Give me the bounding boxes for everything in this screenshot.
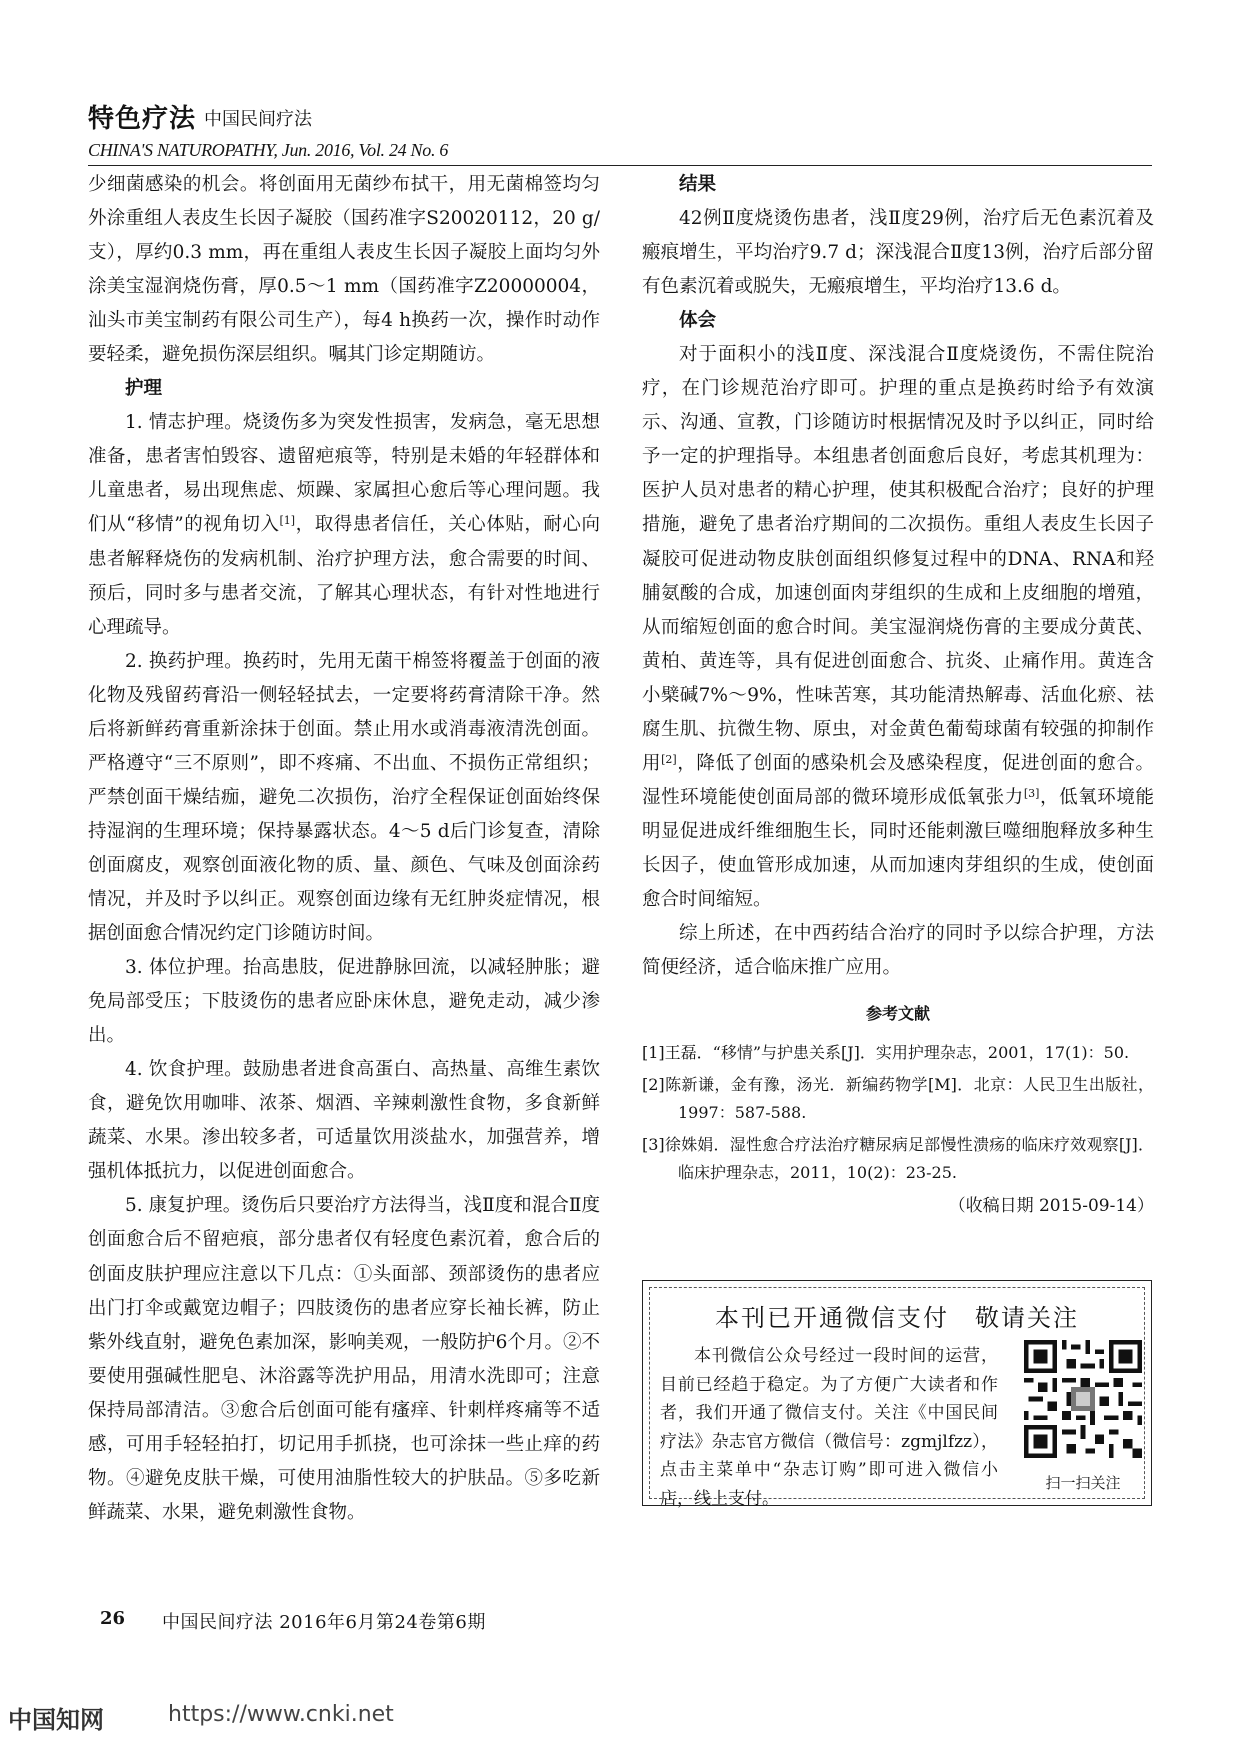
text-segment: ，取得患者信任，关心体贴，耐心向患者解释烧伤的发病机制、治疗护理方法，愈合需要的时间、预后，同时多与患者交流，了解其心理状态，有针对性地进行心理疏导。 — [88, 514, 600, 638]
journal-citation-line: CHINA'S NATUROPATHY, Jun. 2016, Vol. 24 No. 6 — [88, 140, 449, 160]
wechat-notice-box — [642, 1280, 1152, 1509]
nursing-heading: 护理 — [125, 378, 163, 400]
left-column — [88, 168, 600, 1530]
cnki-watermark-name: 中国知网 — [8, 1706, 104, 1734]
journal-title: 特色疗法 — [88, 104, 197, 134]
experience-paragraph — [642, 338, 1154, 917]
citation-ref-1[interactable]: [1] — [279, 514, 296, 528]
cnki-watermark-url[interactable]: https://www.cnki.net — [168, 1702, 394, 1727]
header-rule — [88, 165, 1152, 166]
treatment-paragraph: 少细菌感染的机会。将创面用无菌纱布拭干，用无菌棉签均匀外涂重组人表皮生长因子凝胶（国药准字S20020112，20 g/支），厚约0.3 mm，再在重组人表皮生长因子凝胶上面均匀外涂美宝湿润烧伤膏，厚0.5～1 mm（国药准字Z20000004，汕头市美宝制药有限公司生产），每4 h换药一次，操作时动作要轻柔，避免损伤深层组织。嘱其门诊定期随访。 — [88, 174, 600, 366]
citation-ref-3[interactable]: [3] — [1023, 786, 1040, 800]
notice-text: 本刊微信公众号经过一段时间的运营，目前已经趋于稳定。为了方便广大读者和作者，我们开通了微信支付。关注《中国民间疗法》杂志官方微信（微信号：zgmjlfzz），点击主菜单中“杂志订购”即可进入微信小店，线上支付。 — [660, 1346, 998, 1509]
text-segment: ，降低了创面的感染机会及感染程度，促进创面的愈合。湿性环境能使创面局部的微环境形成低氧张力 — [642, 752, 1154, 808]
dressing-nursing-paragraph: 2. 换药护理。换药时，先用无菌干棉签将覆盖于创面的液化物及残留药膏沿一侧轻轻拭去，一定要将药膏清除干净。然后将新鲜药膏重新涂抹于创面。禁止用水或消毒液清洗创面。严格遵守“三不原则”，即不疼痛、不出血、不损伤正常组织；严禁创面干燥结痂，避免二次损伤，治疗全程保证创面始终保持湿润的生理环境；保持暴露状态。4～5 d后门诊复查，清除创面腐皮，观察创面液化物的质、量、颜色、气味及创面涂药情况，并及时予以纠正。观察创面边缘有无红肿炎症情况，根据创面愈合情况约定门诊随访时间。 — [88, 650, 600, 945]
references-heading: 参考文献 — [865, 1004, 930, 1024]
journal-subtitle: 中国民间疗法 — [204, 109, 312, 130]
emotional-nursing-paragraph — [88, 406, 600, 644]
received-date: （收稿日期 2015-09-14） — [948, 1196, 1154, 1217]
text-segment: 对于面积小的浅Ⅱ度、深浅混合Ⅱ度烧烫伤，不需住院治疗，在门诊规范治疗即可。护理的重点是换药时给予有效演示、沟通、宣教，门诊随访时根据情况及时予以纠正，同时给予一定的护理指导。本组患者创面愈后良好，考虑其机理为：医护人员对患者的精心护理，使其积极配合治疗；良好的护理措施，避免了患者治疗期间的二次损伤。重组人表皮生长因子凝胶可促进动物皮肤创面组织修复过程中的DNA、RNA和羟脯氨酸的合成，加速创面肉芽组织的生成和上皮细胞的增殖，从而缩短创面的愈合时间。美宝湿润烧伤膏的主要成分黄芪、黄柏、黄连等，具有促进创面愈合、抗炎、止痛作用。黄连含小檗碱7%～9%，性味苦寒，其功能清热解毒、活血化瘀、祛腐生肌、抗微生物、原虫，对金黄色葡萄球菌有较强的抑制作用 — [642, 344, 1154, 774]
qr-caption: 扫一扫关注 — [1045, 1474, 1121, 1492]
qr-code-icon[interactable] — [1024, 1340, 1142, 1458]
reference-item: [1]王磊．“移情”与护患关系[J]．实用护理杂志，2001，17(1)：50. — [642, 1043, 1130, 1063]
notice-inner-border — [649, 1287, 1145, 1509]
text-segment: ，低氧环境能明显促进成纤维细胞生长，同时还能刺激巨噬细胞释放多种生长因子，使血管形成加速，从而加速肉芽组织的生成，使创面愈合时间缩短。 — [642, 786, 1154, 910]
results-paragraph: 42例Ⅱ度烧烫伤患者，浅Ⅱ度29例，治疗后无色素沉着及瘢痕增生，平均治疗9.7 d；深浅混合Ⅱ度13例，治疗后部分留有色素沉着或脱失，无瘢痕增生，平均治疗13.6 d。 — [642, 208, 1154, 298]
page-number: 26 — [100, 1608, 126, 1629]
right-column — [642, 168, 1154, 1221]
rehab-nursing-paragraph: 5. 康复护理。烫伤后只要治疗方法得当，浅Ⅱ度和混合Ⅱ度创面愈合后不留疤痕，部分患者仅有轻度色素沉着，愈合后的创面皮肤护理应注意以下几点：①头面部、颈部烫伤的患者应出门打伞或戴宽边帽子；四肢烫伤的患者应穿长袖长裤，防止紫外线直射，避免色素加深，影响美观，一般防护6个月。②不要使用强碱性肥皂、沐浴露等洗护用品，用清水洗即可；注意保持局部清洁。③愈合后创面可能有瘙痒、针刺样疼痛等不适感，可用手轻轻拍打，切记用手抓挠，也可涂抹一些止痒的药物。④避免皮肤干燥，可使用油脂性较大的护肤品。⑤多吃新鲜蔬菜、水果，避免刺激性食物。 — [88, 1195, 600, 1523]
diet-nursing-paragraph: 4. 饮食护理。鼓励患者进食高蛋白、高热量、高维生素饮食，避免饮用咖啡、浓茶、烟酒、辛辣刺激性食物，多食新鲜蔬菜、水果。渗出较多者，可适量饮用淡盐水，加强营养，增强机体抵抗力，以促进创面愈合。 — [88, 1059, 600, 1183]
footer-journal-line: 中国民间疗法 2016年6月第24卷第6期 — [162, 1612, 486, 1633]
results-heading: 结果 — [679, 174, 717, 195]
position-nursing-paragraph: 3. 体位护理。抬高患肢，促进静脉回流，以减轻肿胀；避免局部受压；下肢烫伤的患者应卧床休息，避免走动，减少渗出。 — [88, 957, 600, 1047]
conclusion-paragraph: 综上所述，在中西药结合治疗的同时予以综合护理，方法简便经济，适合临床推广应用。 — [642, 923, 1154, 979]
text-segment: 1. 情志护理。烧烫伤多为突发性损害，发病急，毫无思想准备，患者害怕毁容、遗留疤痕等，特别是未婚的年轻群体和儿童患者，易出现焦虑、烦躁、家属担心愈后等心理问题。我们从“移情”的视角切入 — [88, 412, 600, 536]
experience-heading: 体会 — [679, 310, 717, 332]
citation-ref-2[interactable]: [2] — [661, 752, 677, 766]
reference-item: [3]徐姝娟．湿性愈合疗法治疗糖尿病足部慢性溃疡的临床疗效观察[J]．临床护理杂志，2011，10(2)：23-25. — [642, 1135, 1154, 1183]
notice-body — [660, 1342, 998, 1513]
notice-title: 本刊已开通微信支付 敬请关注 — [715, 1304, 1079, 1332]
reference-item: [2]陈新谦，金有豫，汤光．新编药物学[M]．北京：人民卫生出版社，1997：587-588. — [642, 1075, 1154, 1123]
